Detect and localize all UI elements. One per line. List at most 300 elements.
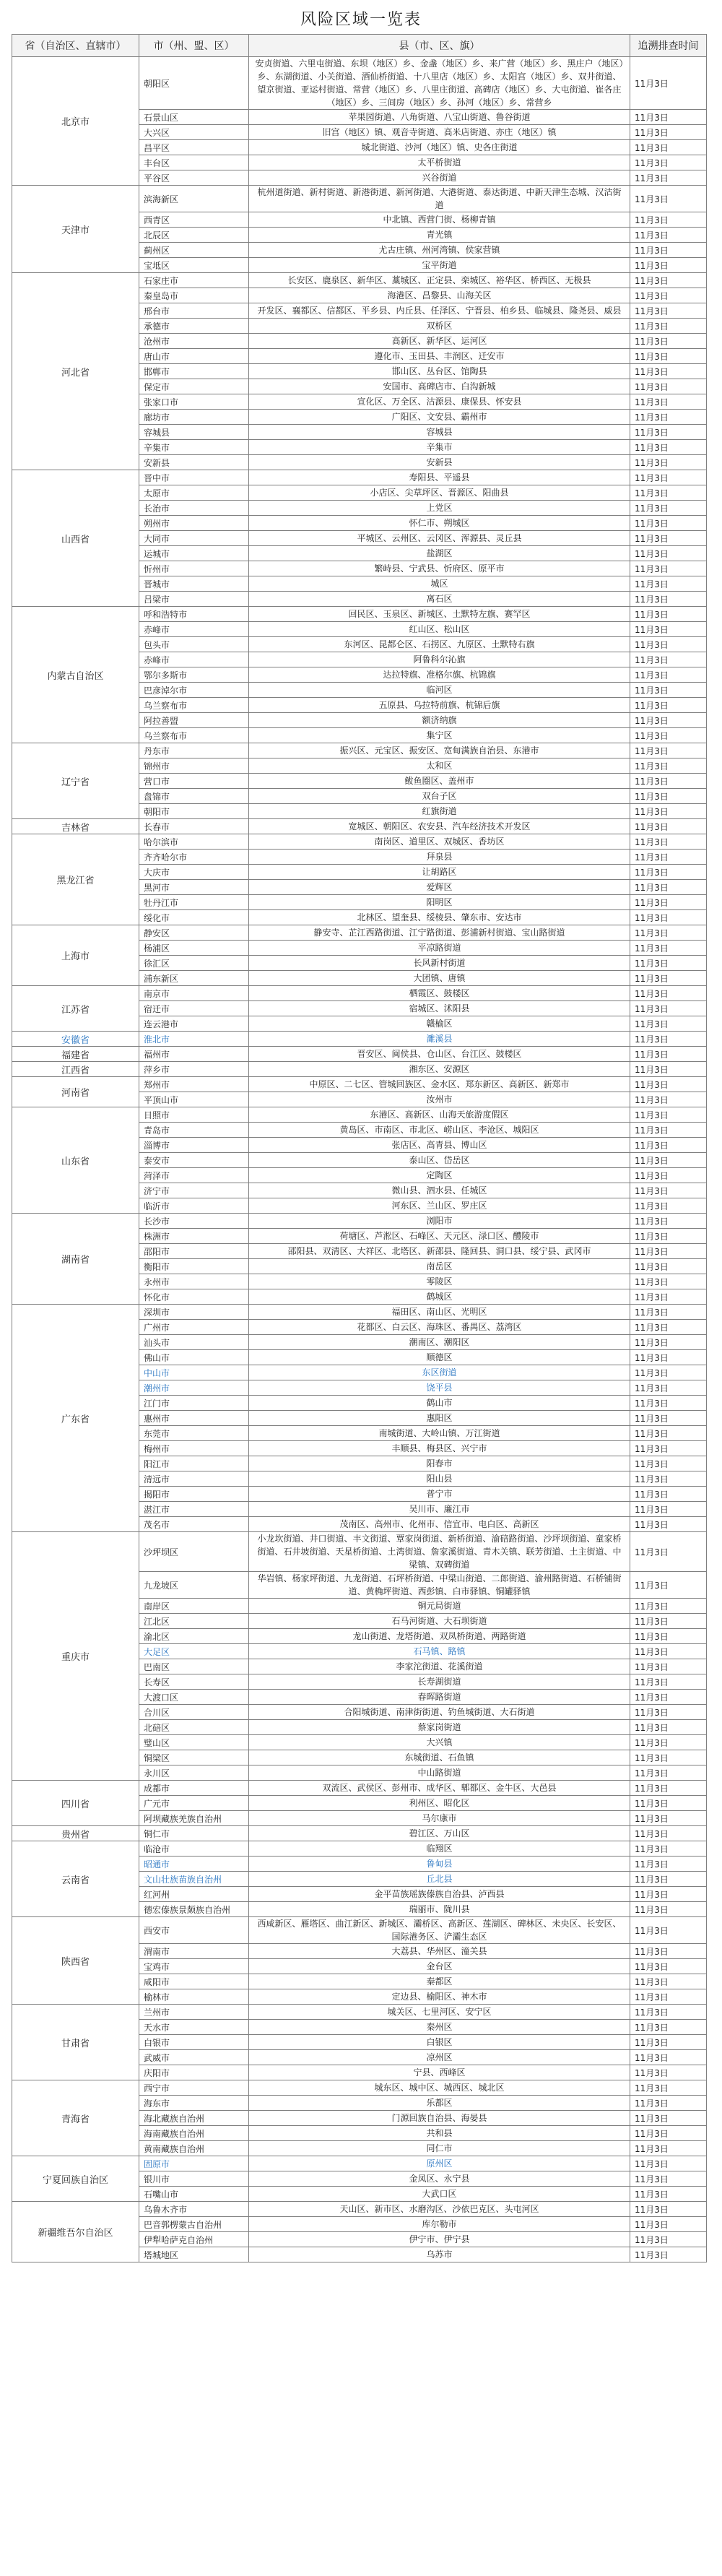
city-cell: 丹东市 bbox=[139, 743, 249, 758]
province-cell: 重庆市 bbox=[12, 1532, 139, 1781]
area-cell: 合阳城街道、南津街街道、钓鱼城街道、大石街道 bbox=[249, 1705, 630, 1720]
area-cell: 广阳区、文安县、霸州市 bbox=[249, 410, 630, 425]
province-cell: 吉林省 bbox=[12, 819, 139, 834]
city-cell: 合川区 bbox=[139, 1705, 249, 1720]
city-cell: 哈尔滨市 bbox=[139, 834, 249, 850]
province-cell: 青海省 bbox=[12, 2080, 139, 2156]
city-cell: 西安市 bbox=[139, 1917, 249, 1944]
area-cell: 大团镇、唐镇 bbox=[249, 971, 630, 986]
date-cell: 11月3日 bbox=[630, 667, 707, 683]
area-cell: 晋安区、闽侯县、仓山区、台江区、鼓楼区 bbox=[249, 1047, 630, 1062]
date-cell: 11月3日 bbox=[630, 2065, 707, 2080]
date-cell: 11月3日 bbox=[630, 2096, 707, 2111]
city-cell: 运城市 bbox=[139, 546, 249, 561]
area-cell: 达拉特旗、准格尔旗、杭锦旗 bbox=[249, 667, 630, 683]
date-cell: 11月3日 bbox=[630, 1123, 707, 1138]
header-area: 县（市、区、旗） bbox=[249, 35, 630, 57]
city-cell: 盘锦市 bbox=[139, 789, 249, 804]
city-cell: 包头市 bbox=[139, 637, 249, 652]
city-cell: 揭阳市 bbox=[139, 1487, 249, 1502]
area-cell: 双桥区 bbox=[249, 319, 630, 334]
city-cell: 璧山区 bbox=[139, 1735, 249, 1750]
city-cell: 南岸区 bbox=[139, 1599, 249, 1614]
area-cell: 大武口区 bbox=[249, 2187, 630, 2202]
city-cell: 大渡口区 bbox=[139, 1690, 249, 1705]
city-cell: 衡阳市 bbox=[139, 1259, 249, 1274]
city-cell: 邯郸市 bbox=[139, 364, 249, 379]
date-cell: 11月3日 bbox=[630, 485, 707, 501]
area-cell: 石马河街道、大石坝街道 bbox=[249, 1614, 630, 1629]
city-cell: 赤峰市 bbox=[139, 622, 249, 637]
city-cell: 中山市 bbox=[139, 1365, 249, 1380]
province-cell: 广东省 bbox=[12, 1305, 139, 1532]
date-cell: 11月3日 bbox=[630, 1183, 707, 1198]
area-cell: 金凤区、永宁县 bbox=[249, 2171, 630, 2187]
area-cell: 阳明区 bbox=[249, 895, 630, 910]
city-cell: 北辰区 bbox=[139, 228, 249, 243]
province-cell: 新疆维吾尔自治区 bbox=[12, 2202, 139, 2262]
date-cell: 11月3日 bbox=[630, 1032, 707, 1047]
area-cell: 湘东区、安源区 bbox=[249, 1062, 630, 1077]
area-cell: 惠阳区 bbox=[249, 1411, 630, 1426]
date-cell: 11月3日 bbox=[630, 2080, 707, 2096]
date-cell: 11月3日 bbox=[630, 1138, 707, 1153]
date-cell: 11月3日 bbox=[630, 1047, 707, 1062]
date-cell: 11月3日 bbox=[630, 1244, 707, 1259]
area-cell: 集宁区 bbox=[249, 728, 630, 743]
date-cell: 11月3日 bbox=[630, 2171, 707, 2187]
city-cell: 海北藏族自治州 bbox=[139, 2111, 249, 2126]
date-cell: 11月3日 bbox=[630, 1016, 707, 1032]
province-cell: 河北省 bbox=[12, 273, 139, 470]
city-cell: 红河州 bbox=[139, 1887, 249, 1902]
city-cell: 昌平区 bbox=[139, 140, 249, 155]
area-cell: 安国市、高碑店市、白沟新城 bbox=[249, 379, 630, 394]
date-cell: 11月3日 bbox=[630, 1229, 707, 1244]
date-cell: 11月3日 bbox=[630, 819, 707, 834]
area-cell: 龙山街道、龙塔街道、双凤桥街道、两路街道 bbox=[249, 1629, 630, 1644]
table-row bbox=[12, 2202, 707, 2217]
date-cell: 11月3日 bbox=[630, 334, 707, 349]
table-row bbox=[12, 1047, 707, 1062]
city-cell: 容城县 bbox=[139, 425, 249, 440]
city-cell: 临沂市 bbox=[139, 1198, 249, 1214]
province-cell: 福建省 bbox=[12, 1047, 139, 1062]
city-cell: 怀化市 bbox=[139, 1289, 249, 1305]
date-cell: 11月3日 bbox=[630, 728, 707, 743]
city-cell: 锦州市 bbox=[139, 758, 249, 774]
city-cell: 广元市 bbox=[139, 1796, 249, 1811]
city-cell: 江门市 bbox=[139, 1396, 249, 1411]
date-cell: 11月3日 bbox=[630, 1720, 707, 1735]
area-cell: 振兴区、元宝区、振安区、宽甸满族自治县、东港市 bbox=[249, 743, 630, 758]
date-cell: 11月3日 bbox=[630, 1411, 707, 1426]
area-cell: 长风新村街道 bbox=[249, 956, 630, 971]
header-city: 市（州、盟、区） bbox=[139, 35, 249, 57]
date-cell: 11月3日 bbox=[630, 1305, 707, 1320]
area-cell: 旧宫（地区）镇、观音寺街道、高米店街道、亦庄（地区）镇 bbox=[249, 125, 630, 140]
city-cell: 丰台区 bbox=[139, 155, 249, 170]
area-cell: 小龙坎街道、井口街道、丰文街道、覃家岗街道、新桥街道、渝碚路街道、沙坪坝街道、童家桥街道、石井坡街道、天星桥街道、土湾街道、詹家溪街道、青木关镇、联芳街道、土主街道、中梁镇、双碑街道 bbox=[249, 1532, 630, 1572]
date-cell: 11月3日 bbox=[630, 1989, 707, 2005]
date-cell: 11月3日 bbox=[630, 501, 707, 516]
date-cell: 11月3日 bbox=[630, 1887, 707, 1902]
city-cell: 大兴区 bbox=[139, 125, 249, 140]
table-row bbox=[12, 834, 707, 850]
area-cell: 濉溪县 bbox=[249, 1032, 630, 1047]
area-cell: 红山区、松山区 bbox=[249, 622, 630, 637]
city-cell: 巴音郭楞蒙古自治州 bbox=[139, 2217, 249, 2232]
city-cell: 太原市 bbox=[139, 485, 249, 501]
city-cell: 武威市 bbox=[139, 2050, 249, 2065]
date-cell: 11月3日 bbox=[630, 774, 707, 789]
date-cell: 11月3日 bbox=[630, 303, 707, 319]
date-cell: 11月3日 bbox=[630, 2111, 707, 2126]
area-cell: 双台子区 bbox=[249, 789, 630, 804]
date-cell: 11月3日 bbox=[630, 531, 707, 546]
date-cell: 11月3日 bbox=[630, 1198, 707, 1214]
date-cell: 11月3日 bbox=[630, 652, 707, 667]
date-cell: 11月3日 bbox=[630, 228, 707, 243]
area-cell: 辛集市 bbox=[249, 440, 630, 455]
city-cell: 巴南区 bbox=[139, 1659, 249, 1674]
date-cell: 11月3日 bbox=[630, 1811, 707, 1826]
area-cell: 蔡家岗街道 bbox=[249, 1720, 630, 1735]
city-cell: 兰州市 bbox=[139, 2005, 249, 2020]
area-cell: 长安区、鹿泉区、新华区、藁城区、正定县、栾城区、裕华区、桥西区、无极县 bbox=[249, 273, 630, 288]
area-cell: 定边县、榆阳区、神木市 bbox=[249, 1989, 630, 2005]
date-cell: 11月3日 bbox=[630, 1441, 707, 1456]
city-cell: 大同市 bbox=[139, 531, 249, 546]
date-cell: 11月3日 bbox=[630, 243, 707, 258]
date-cell: 11月3日 bbox=[630, 865, 707, 880]
city-cell: 长春市 bbox=[139, 819, 249, 834]
date-cell: 11月3日 bbox=[630, 186, 707, 212]
area-cell: 秦州区 bbox=[249, 2020, 630, 2035]
area-cell: 阿鲁科尔沁旗 bbox=[249, 652, 630, 667]
date-cell: 11月3日 bbox=[630, 834, 707, 850]
date-cell: 11月3日 bbox=[630, 516, 707, 531]
date-cell: 11月3日 bbox=[630, 258, 707, 273]
city-cell: 成都市 bbox=[139, 1781, 249, 1796]
city-cell: 鄂尔多斯市 bbox=[139, 667, 249, 683]
area-cell: 鹤城区 bbox=[249, 1289, 630, 1305]
date-cell: 11月3日 bbox=[630, 2005, 707, 2020]
date-cell: 11月3日 bbox=[630, 956, 707, 971]
table-row bbox=[12, 1917, 707, 1944]
date-cell: 11月3日 bbox=[630, 2232, 707, 2247]
area-cell: 丘北县 bbox=[249, 1872, 630, 1887]
area-cell: 凉州区 bbox=[249, 2050, 630, 2065]
date-cell: 11月3日 bbox=[630, 2217, 707, 2232]
city-cell: 石景山区 bbox=[139, 110, 249, 125]
city-cell: 白银市 bbox=[139, 2035, 249, 2050]
city-cell: 深圳市 bbox=[139, 1305, 249, 1320]
city-cell: 秦皇岛市 bbox=[139, 288, 249, 303]
city-cell: 海南藏族自治州 bbox=[139, 2126, 249, 2141]
province-cell: 甘肃省 bbox=[12, 2005, 139, 2080]
date-cell: 11月3日 bbox=[630, 592, 707, 607]
province-cell: 内蒙古自治区 bbox=[12, 607, 139, 743]
date-cell: 11月3日 bbox=[630, 1214, 707, 1229]
area-cell: 繁峙县、宁武县、忻府区、原平市 bbox=[249, 561, 630, 576]
city-cell: 株洲市 bbox=[139, 1229, 249, 1244]
area-cell: 开发区、襄都区、信都区、平乡县、内丘县、任泽区、宁晋县、柏乡县、临城县、隆尧县、威县 bbox=[249, 303, 630, 319]
city-cell: 邢台市 bbox=[139, 303, 249, 319]
city-cell: 黄南藏族自治州 bbox=[139, 2141, 249, 2156]
table-row bbox=[12, 186, 707, 212]
city-cell: 呼和浩特市 bbox=[139, 607, 249, 622]
table-row bbox=[12, 1107, 707, 1123]
area-cell: 共和县 bbox=[249, 2126, 630, 2141]
date-cell: 11月3日 bbox=[630, 1168, 707, 1183]
city-cell: 吕梁市 bbox=[139, 592, 249, 607]
area-cell: 东港区、高新区、山海天旅游度假区 bbox=[249, 1107, 630, 1123]
area-cell: 苹果园街道、八角街道、八宝山街道、鲁谷街道 bbox=[249, 110, 630, 125]
city-cell: 菏泽市 bbox=[139, 1168, 249, 1183]
date-cell: 11月3日 bbox=[630, 1259, 707, 1274]
province-cell: 四川省 bbox=[12, 1781, 139, 1826]
area-cell: 同仁市 bbox=[249, 2141, 630, 2156]
date-cell: 11月3日 bbox=[630, 607, 707, 622]
area-cell: 鹤山市 bbox=[249, 1396, 630, 1411]
table-row bbox=[12, 607, 707, 622]
date-cell: 11月3日 bbox=[630, 1690, 707, 1705]
date-cell: 11月3日 bbox=[630, 1396, 707, 1411]
header-date: 追溯排查时间 bbox=[630, 35, 707, 57]
area-cell: 微山县、泗水县、任城区 bbox=[249, 1183, 630, 1198]
area-cell: 丰顺县、梅县区、兴宁市 bbox=[249, 1441, 630, 1456]
date-cell: 11月3日 bbox=[630, 925, 707, 941]
table-row bbox=[12, 925, 707, 941]
city-cell: 天水市 bbox=[139, 2020, 249, 2035]
city-cell: 南京市 bbox=[139, 986, 249, 1001]
area-cell: 荷塘区、芦淞区、石峰区、天元区、渌口区、醴陵市 bbox=[249, 1229, 630, 1244]
city-cell: 长沙市 bbox=[139, 1214, 249, 1229]
date-cell: 11月3日 bbox=[630, 1153, 707, 1168]
area-cell: 尤古庄镇、州河湾镇、侯家营镇 bbox=[249, 243, 630, 258]
table-header-row bbox=[12, 35, 707, 57]
date-cell: 11月3日 bbox=[630, 637, 707, 652]
area-cell: 花都区、白云区、海珠区、番禺区、荔湾区 bbox=[249, 1320, 630, 1335]
area-cell: 杭州道街道、新村街道、新港街道、新河街道、大港街道、泰达街道、中新天津生态城、汉沽街道 bbox=[249, 186, 630, 212]
area-cell: 黄岛区、市南区、市北区、崂山区、李沧区、城阳区 bbox=[249, 1123, 630, 1138]
table-row bbox=[12, 1532, 707, 1572]
date-cell: 11月3日 bbox=[630, 1572, 707, 1599]
city-cell: 赤峰市 bbox=[139, 652, 249, 667]
area-cell: 太平桥街道 bbox=[249, 155, 630, 170]
city-cell: 乌兰察布市 bbox=[139, 698, 249, 713]
date-cell: 11月3日 bbox=[630, 576, 707, 592]
area-cell: 石马镇、路镇 bbox=[249, 1644, 630, 1659]
area-cell: 城关区、七里河区、安宁区 bbox=[249, 2005, 630, 2020]
city-cell: 清远市 bbox=[139, 1471, 249, 1487]
date-cell: 11月3日 bbox=[630, 1107, 707, 1123]
city-cell: 大庆市 bbox=[139, 865, 249, 880]
city-cell: 淮北市 bbox=[139, 1032, 249, 1047]
date-cell: 11月3日 bbox=[630, 212, 707, 228]
city-cell: 辛集市 bbox=[139, 440, 249, 455]
area-cell: 城东区、城中区、城西区、城北区 bbox=[249, 2080, 630, 2096]
city-cell: 浦东新区 bbox=[139, 971, 249, 986]
city-cell: 晋中市 bbox=[139, 470, 249, 485]
city-cell: 蓟州区 bbox=[139, 243, 249, 258]
area-cell: 拜泉县 bbox=[249, 850, 630, 865]
area-cell: 安新县 bbox=[249, 455, 630, 470]
area-cell: 兴谷街道 bbox=[249, 170, 630, 186]
area-cell: 高新区、新华区、运河区 bbox=[249, 334, 630, 349]
area-cell: 宝平街道 bbox=[249, 258, 630, 273]
area-cell: 邯山区、丛台区、馆陶县 bbox=[249, 364, 630, 379]
date-cell: 11月3日 bbox=[630, 622, 707, 637]
date-cell: 11月3日 bbox=[630, 971, 707, 986]
date-cell: 11月3日 bbox=[630, 470, 707, 485]
date-cell: 11月3日 bbox=[630, 1380, 707, 1396]
province-cell: 辽宁省 bbox=[12, 743, 139, 819]
city-cell: 晋城市 bbox=[139, 576, 249, 592]
city-cell: 平谷区 bbox=[139, 170, 249, 186]
area-cell: 顺德区 bbox=[249, 1350, 630, 1365]
date-cell: 11月3日 bbox=[630, 1917, 707, 1944]
city-cell: 庆阳市 bbox=[139, 2065, 249, 2080]
city-cell: 忻州市 bbox=[139, 561, 249, 576]
area-cell: 鲅鱼圈区、盖州市 bbox=[249, 774, 630, 789]
city-cell: 廊坊市 bbox=[139, 410, 249, 425]
area-cell: 小店区、尖草坪区、晋源区、阳曲县 bbox=[249, 485, 630, 501]
area-cell: 春晖路街道 bbox=[249, 1690, 630, 1705]
area-cell: 门源回族自治县、海晏县 bbox=[249, 2111, 630, 2126]
area-cell: 福田区、南山区、光明区 bbox=[249, 1305, 630, 1320]
province-cell: 安徽省 bbox=[12, 1032, 139, 1047]
table-row bbox=[12, 273, 707, 288]
area-cell: 瑞丽市、陇川县 bbox=[249, 1902, 630, 1917]
table-row bbox=[12, 986, 707, 1001]
table-row bbox=[12, 1841, 707, 1857]
city-cell: 湛江市 bbox=[139, 1502, 249, 1517]
area-cell: 中北镇、西营门街、杨柳青镇 bbox=[249, 212, 630, 228]
area-cell: 东河区、昆都仑区、石拐区、九原区、土默特右旗 bbox=[249, 637, 630, 652]
area-cell: 白银区 bbox=[249, 2035, 630, 2050]
date-cell: 11月3日 bbox=[630, 758, 707, 774]
area-cell: 北林区、望奎县、绥棱县、肇东市、安达市 bbox=[249, 910, 630, 925]
area-cell: 河东区、兰山区、罗庄区 bbox=[249, 1198, 630, 1214]
date-cell: 11月3日 bbox=[630, 2187, 707, 2202]
table-row bbox=[12, 1077, 707, 1092]
city-cell: 北碚区 bbox=[139, 1720, 249, 1735]
date-cell: 11月3日 bbox=[630, 2156, 707, 2171]
date-cell: 11月3日 bbox=[630, 170, 707, 186]
date-cell: 11月3日 bbox=[630, 1644, 707, 1659]
area-cell: 栖霞区、鼓楼区 bbox=[249, 986, 630, 1001]
area-cell: 青光镇 bbox=[249, 228, 630, 243]
date-cell: 11月3日 bbox=[630, 1456, 707, 1471]
table-row bbox=[12, 1062, 707, 1077]
area-cell: 宽城区、朝阳区、农安县、汽车经济技术开发区 bbox=[249, 819, 630, 834]
city-cell: 郑州市 bbox=[139, 1077, 249, 1092]
date-cell: 11月3日 bbox=[630, 2141, 707, 2156]
area-cell: 容城县 bbox=[249, 425, 630, 440]
date-cell: 11月3日 bbox=[630, 1841, 707, 1857]
city-cell: 绥化市 bbox=[139, 910, 249, 925]
area-cell: 五原县、乌拉特前旗、杭锦后旗 bbox=[249, 698, 630, 713]
date-cell: 11月3日 bbox=[630, 1487, 707, 1502]
date-cell: 11月3日 bbox=[630, 1062, 707, 1077]
date-cell: 11月3日 bbox=[630, 1735, 707, 1750]
table-row bbox=[12, 2080, 707, 2096]
area-cell: 秦都区 bbox=[249, 1974, 630, 1989]
province-cell: 北京市 bbox=[12, 57, 139, 186]
risk-area-table bbox=[12, 34, 707, 2262]
city-cell: 牡丹江市 bbox=[139, 895, 249, 910]
area-cell: 盐湖区 bbox=[249, 546, 630, 561]
date-cell: 11月3日 bbox=[630, 155, 707, 170]
date-cell: 11月3日 bbox=[630, 455, 707, 470]
city-cell: 临沧市 bbox=[139, 1841, 249, 1857]
city-cell: 承德市 bbox=[139, 319, 249, 334]
date-cell: 11月3日 bbox=[630, 1517, 707, 1532]
province-cell: 黑龙江省 bbox=[12, 834, 139, 925]
city-cell: 淄博市 bbox=[139, 1138, 249, 1153]
date-cell: 11月3日 bbox=[630, 1750, 707, 1765]
city-cell: 固原市 bbox=[139, 2156, 249, 2171]
city-cell: 乌兰察布市 bbox=[139, 728, 249, 743]
area-cell: 城区 bbox=[249, 576, 630, 592]
area-cell: 双流区、武侯区、彭州市、成华区、郫都区、金牛区、大邑县 bbox=[249, 1781, 630, 1796]
date-cell: 11月3日 bbox=[630, 804, 707, 819]
area-cell: 天山区、新市区、水磨沟区、沙依巴克区、头屯河区 bbox=[249, 2202, 630, 2217]
area-cell: 张店区、高青县、博山区 bbox=[249, 1138, 630, 1153]
province-cell: 湖南省 bbox=[12, 1214, 139, 1305]
area-cell: 华岩镇、杨家坪街道、九龙街道、石坪桥街道、中梁山街道、二郎街道、渝州路街道、石桥铺街道、黄桷坪街道、西彭镇、白市驿镇、铜罐驿镇 bbox=[249, 1572, 630, 1599]
city-cell: 齐齐哈尔市 bbox=[139, 850, 249, 865]
date-cell: 11月3日 bbox=[630, 1629, 707, 1644]
city-cell: 九龙坡区 bbox=[139, 1572, 249, 1599]
province-cell: 云南省 bbox=[12, 1841, 139, 1917]
city-cell: 萍乡市 bbox=[139, 1062, 249, 1077]
area-cell: 怀仁市、朔城区 bbox=[249, 516, 630, 531]
city-cell: 青岛市 bbox=[139, 1123, 249, 1138]
date-cell: 11月3日 bbox=[630, 1092, 707, 1107]
table-row bbox=[12, 1781, 707, 1796]
area-cell: 遵化市、玉田县、丰润区、迁安市 bbox=[249, 349, 630, 364]
city-cell: 长寿区 bbox=[139, 1674, 249, 1690]
city-cell: 渭南市 bbox=[139, 1944, 249, 1959]
province-cell: 天津市 bbox=[12, 186, 139, 273]
area-cell: 阳山县 bbox=[249, 1471, 630, 1487]
date-cell: 11月3日 bbox=[630, 140, 707, 155]
city-cell: 大足区 bbox=[139, 1644, 249, 1659]
table-body bbox=[12, 57, 707, 2262]
area-cell: 静安寺、芷江西路街道、江宁路街道、彭浦新村街道、宝山路街道 bbox=[249, 925, 630, 941]
city-cell: 西青区 bbox=[139, 212, 249, 228]
city-cell: 宝坻区 bbox=[139, 258, 249, 273]
area-cell: 乌苏市 bbox=[249, 2247, 630, 2262]
area-cell: 汝州市 bbox=[249, 1092, 630, 1107]
date-cell: 11月3日 bbox=[630, 1872, 707, 1887]
area-cell: 浏阳市 bbox=[249, 1214, 630, 1229]
area-cell: 让胡路区 bbox=[249, 865, 630, 880]
date-cell: 11月3日 bbox=[630, 683, 707, 698]
date-cell: 11月3日 bbox=[630, 789, 707, 804]
date-cell: 11月3日 bbox=[630, 1426, 707, 1441]
province-cell: 山东省 bbox=[12, 1107, 139, 1214]
city-cell: 日照市 bbox=[139, 1107, 249, 1123]
date-cell: 11月3日 bbox=[630, 440, 707, 455]
area-cell: 泰山区、岱岳区 bbox=[249, 1153, 630, 1168]
date-cell: 11月3日 bbox=[630, 1077, 707, 1092]
area-cell: 宿城区、沭阳县 bbox=[249, 1001, 630, 1016]
city-cell: 济宁市 bbox=[139, 1183, 249, 1198]
